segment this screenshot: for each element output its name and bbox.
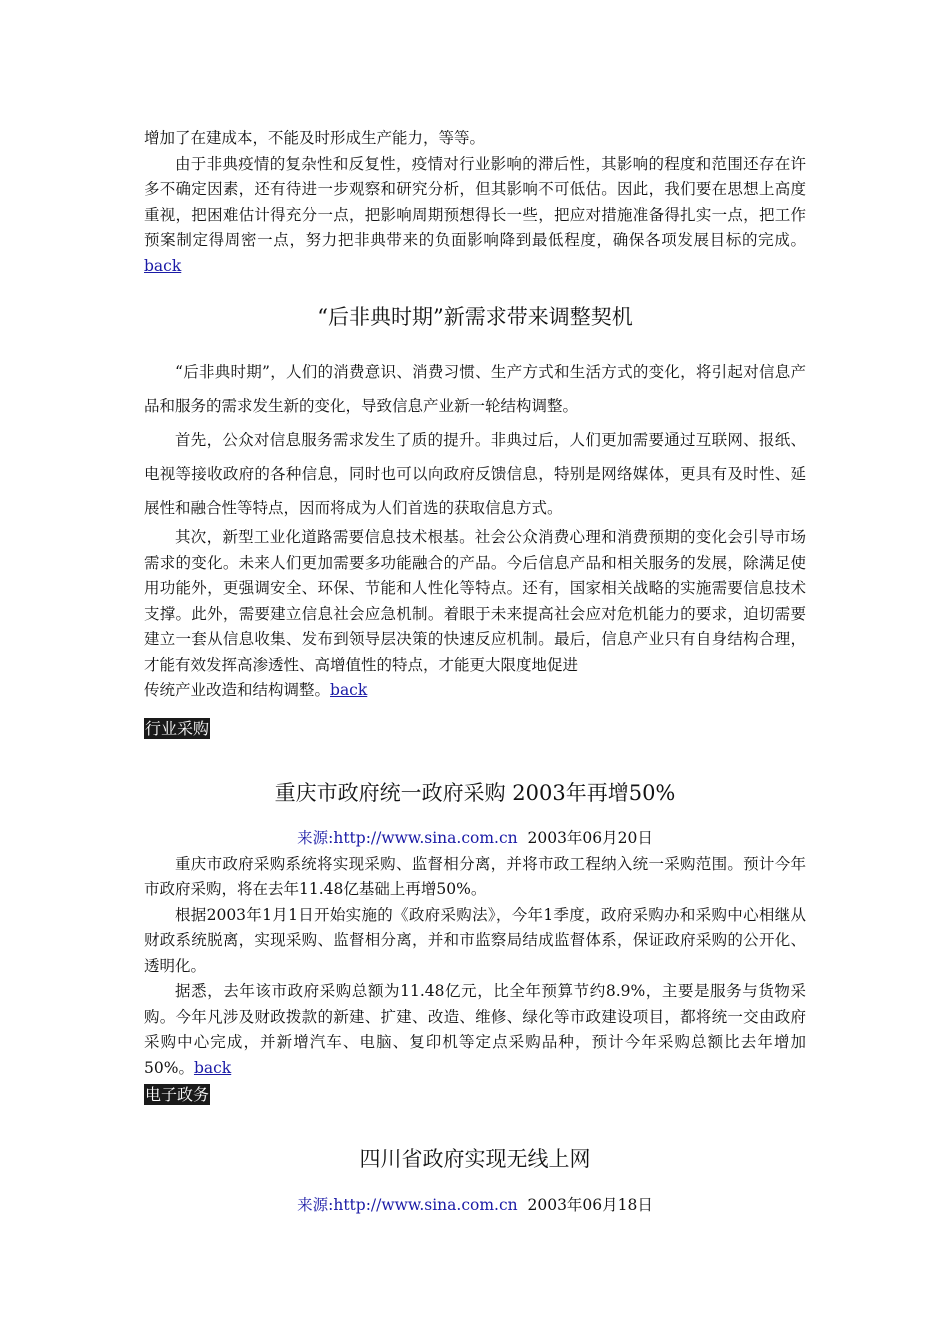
- source-label: 来源:http://www.sina.com.cn: [297, 829, 518, 847]
- article-title: 重庆市政府统一政府采购 2003年再增50%: [274, 781, 676, 805]
- back-link[interactable]: back: [193, 1058, 232, 1077]
- section-sichuan-body: [144, 1193, 806, 1219]
- article-title: 四川省政府实现无线上网: [359, 1147, 591, 1171]
- category-tag-procurement: 行业采购: [145, 719, 210, 738]
- section-sichuan-wireless: [144, 1144, 806, 1174]
- paragraph: 首先，公众对信息服务需求发生了质的提升。非典过后，人们更加需要通过互联网、报纸、电视等接收政府的各种信息，同时也可以向政府反馈信息，特别是网络媒体，更具有及时性、延展性和融合性等特点，因而将成为人们首选的获取信息方式。: [144, 431, 806, 517]
- paragraph: 其次，新型工业化道路需要信息技术根基。社会公众消费心理和消费预期的变化会引导市场需求的变化。未来人们更加需要多功能融合的产品。今后信息产品和相关服务的发展，除满足使用功能外，更强调安全、环保、节能和人性化等特点。还有，国家相关战略的实施需要信息技术支撑。此外，需要建立信息社会应急机制。着眼于未来提高社会应对危机能力的要求，迫切需要建立一套从信息收集、发布到领导层决策的快速反应机制。最后，信息产业只有自身结构合理，才能有效发挥高渗透性、高增值性的特点，才能更大限度地促进: [144, 528, 806, 674]
- section-post-sars: [144, 302, 806, 332]
- paragraph: 重庆市政府采购系统将实现采购、监督相分离，并将市政工程纳入统一采购范围。预计今年市政府采购，将在去年11.48亿基础上再增50%。: [144, 854, 806, 898]
- paragraph: 根据2003年1月1日开始实施的《政府采购法》，今年1季度，政府采购办和采购中心相继从财政系统脱离，实现采购、监督相分离，并和市监察局结成监督体系，保证政府采购的公开化、透明化。: [144, 905, 806, 975]
- section-chongqing-body: [144, 826, 806, 1081]
- publish-date: 2003年06月18日: [527, 1196, 653, 1214]
- source-label: 来源:http://www.sina.com.cn: [297, 1196, 518, 1214]
- back-link[interactable]: back: [144, 256, 182, 275]
- paragraph: “后非典时期”，人们的消费意识、消费习惯、生产方式和生活方式的变化，将引起对信息产品和服务的需求发生新的变化，导致信息产业新一轮结构调整。: [144, 363, 806, 415]
- category-tag-egov: 电子政务: [145, 1085, 210, 1104]
- category-tag-procurement-wrap: [144, 718, 806, 739]
- source-line: [144, 1193, 806, 1219]
- paragraph: 由于非典疫情的复杂性和反复性，疫情对行业影响的滞后性，其影响的程度和范围还存在许多不确定因素，还有待进一步观察和研究分析，但其影响不可低估。因此，我们要在思想上高度重视，把困难估计得充分一点，把影响周期预想得长一些，把应对措施准备得扎实一点，把工作预案制定得周密一点，努力把非典带来的负面影响降到最低程度，确保各项发展目标的完成。back: [144, 154, 806, 275]
- section-post-sars-body: [144, 355, 806, 704]
- section-chongqing-procurement: [144, 778, 806, 808]
- paragraph-tail: 传统产业改造和结构调整。back: [144, 681, 368, 699]
- source-line: [144, 826, 806, 852]
- back-link[interactable]: back: [330, 681, 368, 699]
- section-epidemic-impact: [144, 126, 806, 279]
- publish-date: 2003年06月20日: [527, 829, 653, 847]
- paragraph: 据悉，去年该市政府采购总额为11.48亿元，比全年预算节约8.9%，主要是服务与货物采购。今年凡涉及财政拨款的新建、扩建、改造、维修、绿化等市政建设项目，都将统一交由政府采购中心完成，并新增汽车、电脑、复印机等定点采购品种，预计今年采购总额比去年增加50%。back: [144, 982, 806, 1077]
- continued-line: 增加了在建成本，不能及时形成生产能力，等等。: [144, 129, 486, 147]
- article-title: “后非典时期”新需求带来调整契机: [317, 305, 633, 329]
- category-tag-egov-wrap: [144, 1084, 806, 1105]
